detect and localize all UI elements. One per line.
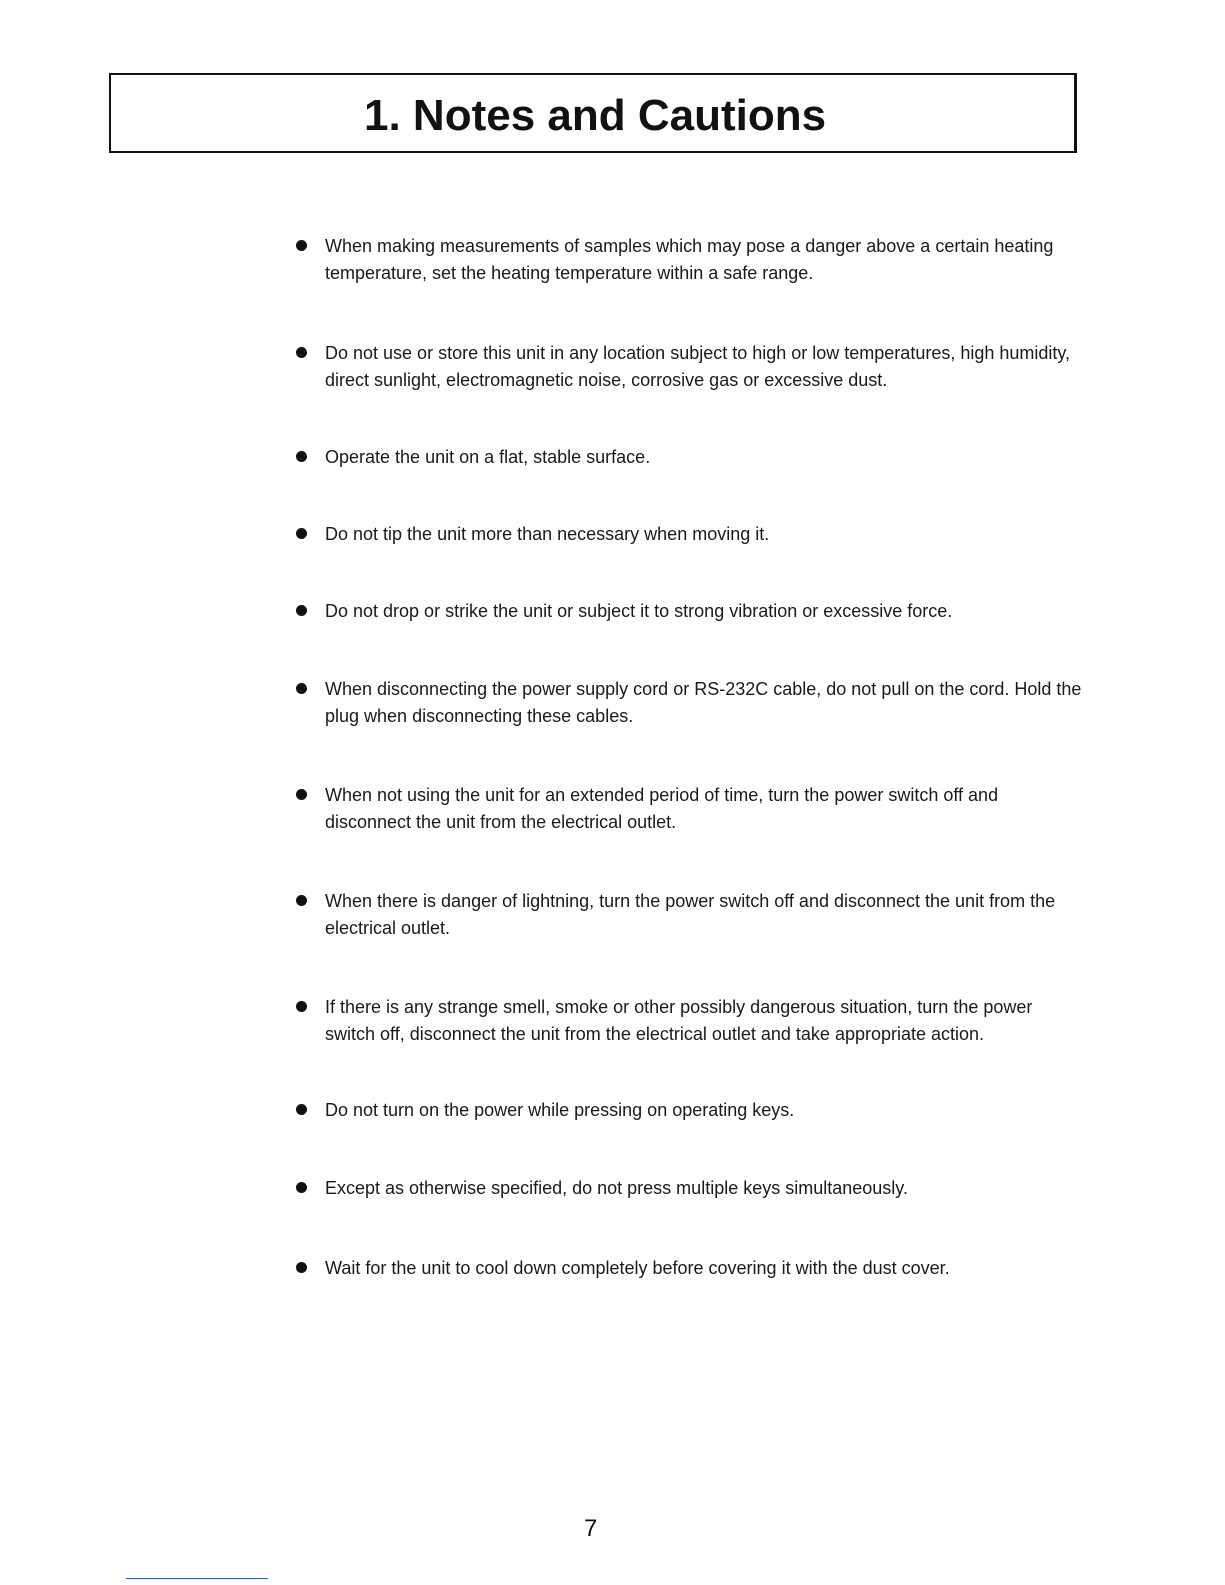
bullet-icon — [296, 528, 307, 539]
note-text: When there is danger of lightning, turn the power switch off and disconnect the unit from the electrical outlet. — [325, 891, 1056, 938]
note-text: Do not drop or strike the unit or subject it to strong vibration or excessive force. — [325, 601, 953, 621]
bullet-icon — [296, 1104, 307, 1115]
note-text: Wait for the unit to cool down completely before covering it with the dust cover. — [325, 1258, 950, 1278]
note-text: Except as otherwise specified, do not press multiple keys simultaneously. — [325, 1178, 908, 1198]
bullet-icon — [296, 789, 307, 800]
bullet-icon — [296, 1001, 307, 1012]
note-text: Operate the unit on a flat, stable surface. — [325, 447, 651, 467]
bullet-icon — [296, 347, 307, 358]
note-text: Do not tip the unit more than necessary when moving it. — [325, 524, 770, 544]
note-text: When making measurements of samples which may pose a danger above a certain heating temperature, set the heating temperature within a safe range. — [325, 236, 1054, 283]
note-text: When not using the unit for an extended period of time, turn the power switch off and disconnect the unit from the electrical outlet. — [325, 785, 999, 832]
note-text: If there is any strange smell, smoke or other possibly dangerous situation, turn the power switch off, disconnect the unit from the electrical outlet and take appropriate action. — [325, 997, 1033, 1044]
bullet-icon — [296, 683, 307, 694]
bullet-icon — [296, 1182, 307, 1193]
bullet-icon — [296, 1262, 307, 1273]
page-title: 1. Notes and Cautions — [364, 91, 827, 140]
bullet-icon — [296, 605, 307, 616]
bullet-icon — [296, 451, 307, 462]
bullet-icon — [296, 240, 307, 251]
footer-divider — [126, 1578, 268, 1579]
note-text: When disconnecting the power supply cord or RS-232C cable, do not pull on the cord. Hold the plug when disconnecting these cables. — [325, 679, 1082, 726]
bullet-icon — [296, 895, 307, 906]
note-text: Do not use or store this unit in any location subject to high or low temperatures, high humidity, direct sunlight, electromagnetic noise, corrosive gas or excessive dust. — [325, 343, 1071, 390]
page-number: 7 — [584, 1515, 598, 1542]
note-text: Do not turn on the power while pressing on operating keys. — [325, 1100, 795, 1120]
